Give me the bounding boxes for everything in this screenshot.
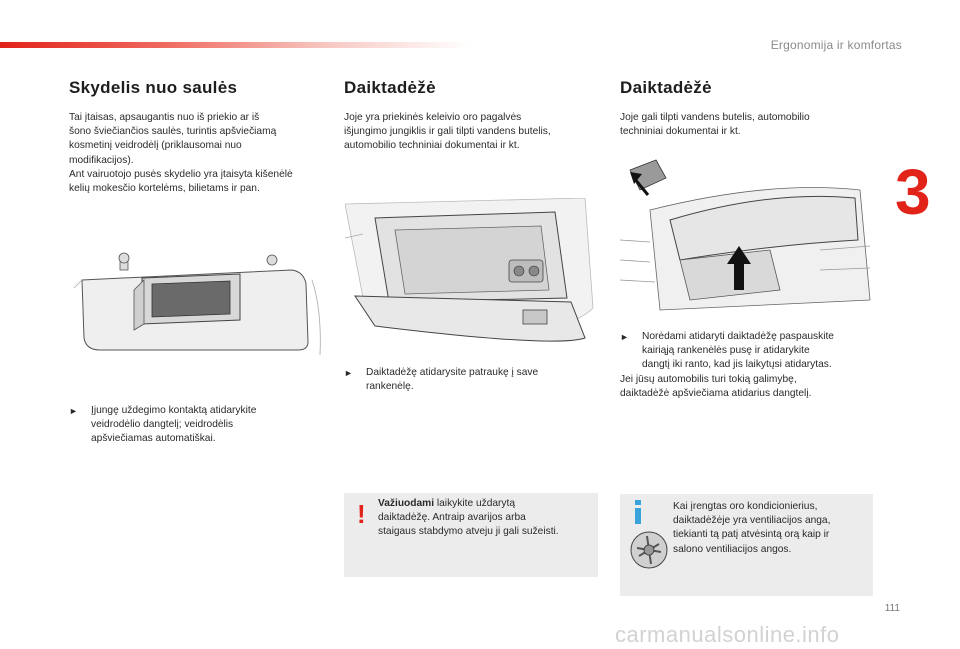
text-line: automobilio techniniai dokumentai ir kt. — [344, 140, 520, 152]
text-line: staigaus stabdymo atveju ji gali sužeisti. — [378, 526, 559, 538]
glovebox-open-illustration — [345, 198, 597, 353]
glovebox-alt-title: Daiktadėžė — [620, 78, 712, 97]
text-line: daiktadėžė apšviečiama atidarius dangtelį. — [620, 388, 812, 400]
info-box — [620, 494, 873, 596]
text-line: išjungimo jungiklis ir gali tilpti vandens butelis, — [344, 126, 551, 138]
glovebox-bullet — [344, 366, 594, 394]
text-line: šono šviečiančios saulės, turintis apšviečiamą — [69, 126, 277, 138]
text-line: kelių mokesčio kortelėms, bilietams ir pan. — [69, 183, 260, 195]
vent-icon — [627, 528, 671, 572]
glovebox-title: Daiktadėžė — [344, 78, 436, 97]
info-text — [673, 500, 871, 557]
text-line: veidrodėlio dangtelį; veidrodėlis — [91, 419, 234, 431]
text-line: laikykite uždarytą — [434, 498, 516, 509]
bullet-marker-icon: ► — [344, 368, 353, 378]
watermark: carmanualsonline.info — [615, 622, 840, 647]
text-line: Tai įtaisas, apsaugantis nuo iš priekio ar iš — [69, 112, 260, 123]
section-header: Ergonomija ir komfortas — [770, 38, 902, 52]
text-line: kosmetinį veidrodėlį (priklausomai nuo — [69, 140, 242, 152]
warning-box — [344, 493, 598, 577]
text-line: rankenėlę. — [366, 381, 414, 393]
chapter-number: 3 — [895, 156, 931, 228]
text-line: techniniai dokumentai ir kt. — [620, 126, 741, 138]
text-line: daiktadėžėje yra ventiliacijos anga, — [673, 515, 831, 527]
glovebox-alt-bullet — [620, 330, 876, 373]
bullet-marker-icon: ► — [620, 332, 629, 342]
text-line: dangtį iki ranto, kad jis laikytųsi atidarytas. — [642, 359, 832, 371]
text-line: Daiktadėžę atidarysite patraukę į save — [366, 367, 539, 378]
text-line: modifikacijos). — [69, 154, 134, 166]
glovebox-alt-paragraph — [620, 111, 880, 139]
bullet-marker-icon: ► — [69, 406, 78, 416]
glovebox-paragraph — [344, 111, 604, 154]
warning-bold: Važiuodami — [378, 498, 435, 509]
text-line: Jei jūsų automobilis turi tokią galimybę, — [620, 374, 797, 385]
glovebox-lid-illustration — [620, 150, 874, 320]
text-line: tiekianti tą patį atvėsintą orą kaip ir — [673, 529, 830, 541]
sun-visor-bullet — [69, 404, 319, 447]
text-line: Joje yra priekinės keleivio oro pagalvės — [344, 112, 522, 123]
page-number: 111 — [884, 603, 900, 614]
exclamation-icon: ! — [357, 499, 366, 529]
text-line: Ant vairuotojo pusės skydelio yra įtaisyta kišenėlė — [69, 168, 293, 180]
text-line: kairiąją rankenėlės pusę ir atidarykite — [642, 345, 810, 357]
sun-visor-illustration — [72, 250, 324, 360]
text-line: Joje gali tilpti vandens butelis, automobilio — [620, 112, 810, 123]
text-line: Įjungę uždegimo kontaktą atidarykite — [91, 405, 257, 416]
text-line: daiktadėžę. Antraip avarijos arba — [378, 512, 526, 524]
text-line: Kai įrengtas oro kondicionierius, — [673, 501, 818, 512]
glovebox-alt-note — [620, 373, 880, 401]
sun-visor-paragraph — [69, 111, 329, 196]
text-line: salono ventiliacijos angos. — [673, 543, 792, 555]
sun-visor-title: Skydelis nuo saulės — [69, 78, 238, 97]
header-accent-bar — [0, 42, 470, 48]
text-line: apšviečiamas automatiškai. — [91, 433, 216, 445]
warning-text — [378, 497, 596, 540]
text-line: Norėdami atidaryti daiktadėžę paspauskite — [642, 331, 834, 342]
info-icon — [630, 500, 646, 524]
